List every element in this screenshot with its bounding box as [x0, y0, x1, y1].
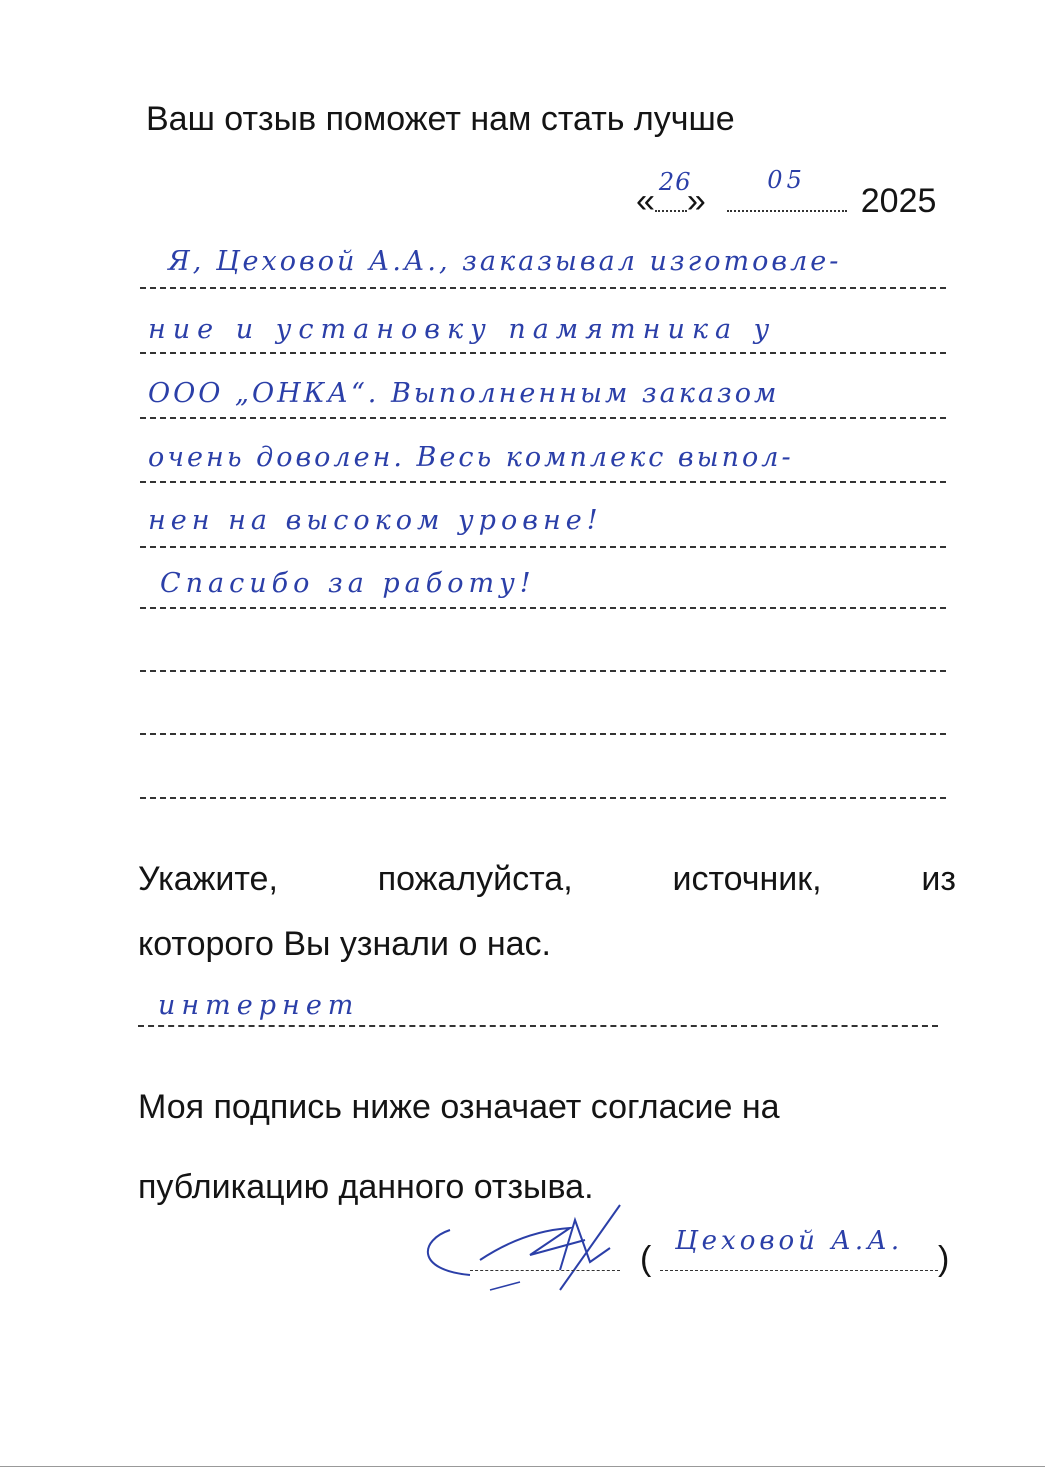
review-line-6-rule	[140, 607, 946, 609]
date-month-value: 05	[767, 166, 806, 194]
review-line-2-rule	[140, 352, 946, 354]
review-line-8-rule	[140, 733, 946, 735]
signature-rule[interactable]	[470, 1270, 620, 1271]
signature-close-paren: )	[938, 1240, 950, 1278]
review-text-line-5: нен на высоком уровне!	[148, 505, 603, 536]
page-edge-line	[0, 1466, 1045, 1467]
consent-line-2: публикацию данного отзыва.	[138, 1168, 594, 1206]
signature-scribble	[410, 1200, 650, 1300]
consent-line-1: Моя подпись ниже означает согласие на	[138, 1088, 780, 1126]
source-question-line-1	[138, 860, 956, 899]
date-year: 2025	[860, 182, 937, 220]
date-close-quote: »	[686, 182, 706, 220]
signature-name-text: Цеховой А.А.	[675, 1226, 904, 1256]
review-line-3-rule	[140, 417, 946, 419]
source-question-word-3: источник,	[672, 860, 822, 898]
review-line-7-rule	[140, 670, 946, 672]
source-answer-text: интернет	[158, 990, 360, 1021]
review-text-line-3: ООО „ОНКА“. Выполненным заказом	[148, 378, 780, 409]
review-line-9-rule	[140, 797, 946, 799]
review-text-line-4: очень доволен. Весь комплекс выпол-	[148, 442, 794, 473]
review-text-line-6: Спасибо за работу!	[160, 568, 536, 599]
source-question-word-4: из	[921, 860, 956, 898]
review-text-line-1: Я, Цеховой А.А., заказывал изготовле-	[168, 246, 842, 277]
date-month-field[interactable]	[727, 166, 847, 212]
source-question-word-2: пожалуйста,	[377, 860, 573, 898]
date-line	[636, 166, 937, 221]
review-text-line-2: ние и установку памятника у	[148, 314, 777, 345]
date-day-value: 26	[658, 168, 692, 196]
review-line-1-rule	[140, 287, 946, 289]
source-question-line-2: которого Вы узнали о нас.	[138, 925, 551, 963]
signature-name-rule[interactable]	[660, 1270, 938, 1271]
signature-open-paren: (	[640, 1240, 652, 1278]
review-line-5-rule	[140, 546, 946, 548]
form-title: Ваш отзыв поможет нам стать лучше	[146, 100, 735, 138]
source-answer-rule[interactable]	[138, 1025, 938, 1027]
date-day-field[interactable]	[655, 168, 692, 212]
review-line-4-rule	[140, 481, 946, 483]
date-open-quote: «	[636, 182, 655, 220]
source-question-word-1: Укажите,	[138, 860, 278, 898]
